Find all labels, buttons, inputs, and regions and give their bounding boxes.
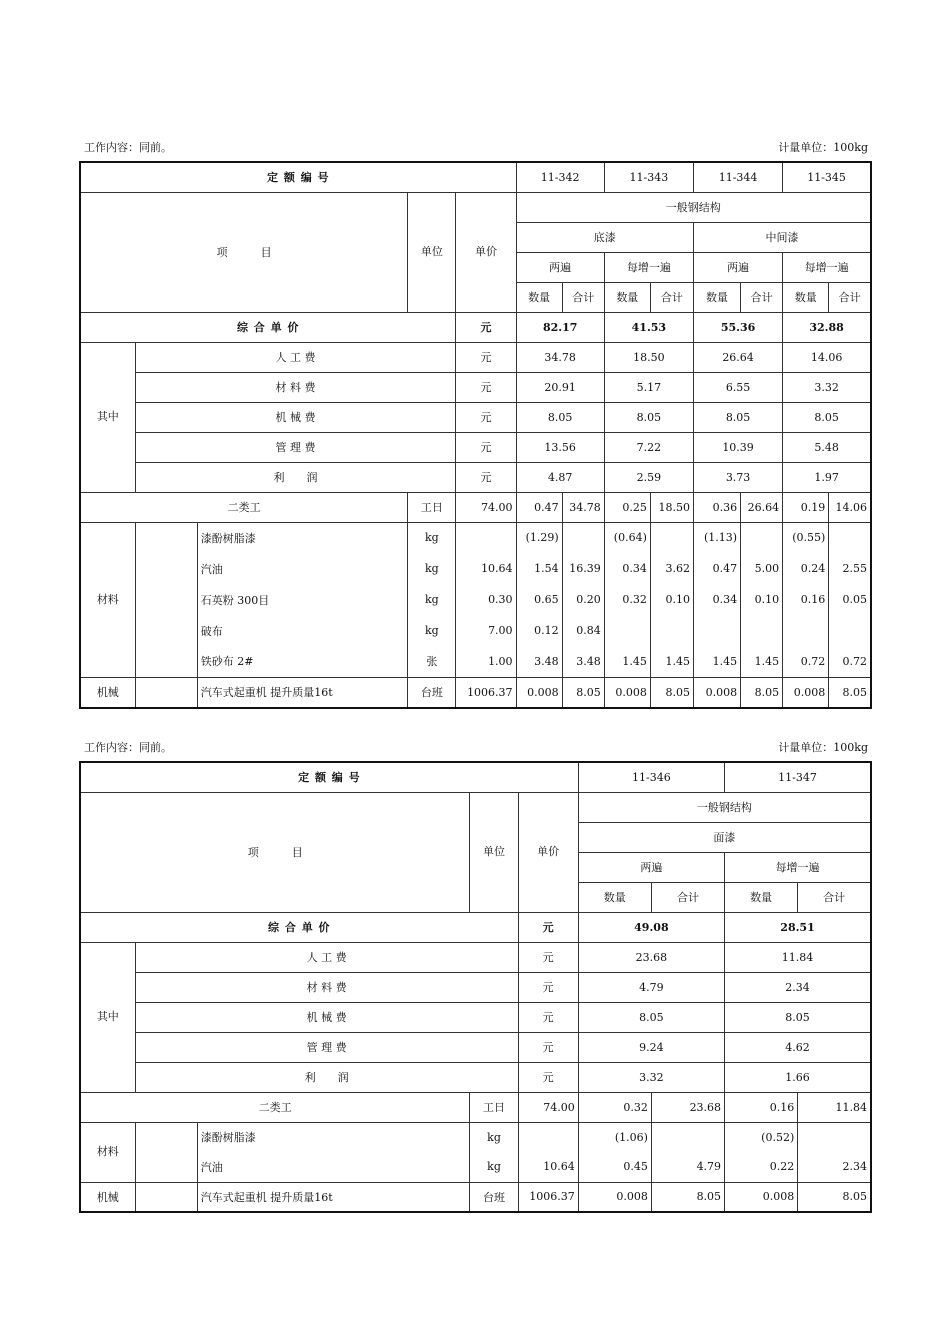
machine-sum: 8.05 [741, 677, 783, 708]
material-name: 汽油 [197, 553, 408, 584]
cost-value: 34.78 [516, 342, 604, 372]
material-sum: 16.39 [562, 553, 604, 584]
material-sum: 0.10 [650, 584, 693, 615]
cost-value: 5.48 [783, 432, 871, 462]
material-sum: 1.45 [650, 646, 693, 677]
quota-number-label: 定 额 编 号 [80, 762, 578, 792]
material-qty: 0.34 [604, 553, 650, 584]
material-sum: 0.10 [741, 584, 783, 615]
sum-header: 合计 [562, 282, 604, 312]
cost-unit: 元 [518, 1062, 578, 1092]
cost-unit: 元 [456, 342, 516, 372]
material-qty: 1.45 [604, 646, 650, 677]
unit-column-header: 单位 [408, 192, 456, 312]
cost-value: 3.32 [578, 1062, 724, 1092]
cost-value: 8.05 [693, 402, 782, 432]
material-sum: 0.05 [829, 584, 871, 615]
material-qty [604, 615, 650, 646]
cost-name: 利 润 [135, 462, 456, 492]
cost-value: 6.55 [693, 372, 782, 402]
quota-code: 11-342 [516, 162, 604, 192]
material-unit: kg [470, 1122, 518, 1152]
cost-unit: 元 [518, 972, 578, 1002]
material-qty: 0.65 [516, 584, 562, 615]
material-sum: 2.34 [798, 1152, 871, 1182]
cost-unit: 元 [518, 1002, 578, 1032]
labor-name: 二类工 [80, 1092, 470, 1122]
qty-header: 数量 [578, 882, 651, 912]
item-label: 项 目 [80, 192, 408, 312]
machine-qty: 0.008 [578, 1182, 651, 1212]
material-name: 石英粉 300目 [197, 584, 408, 615]
composite-value: 49.08 [578, 912, 724, 942]
labor-sum: 18.50 [650, 492, 693, 522]
material-qty: 0.22 [725, 1152, 798, 1182]
item-label: 项 目 [80, 792, 470, 912]
material-unit: kg [408, 584, 456, 615]
cost-value: 8.05 [578, 1002, 724, 1032]
measure-unit-2: 计量单位：100kg [778, 741, 868, 754]
material-unit: kg [408, 615, 456, 646]
group-header: 中间漆 [693, 222, 871, 252]
material-qty: 0.16 [783, 584, 829, 615]
composite-price-label: 综 合 单 价 [80, 312, 456, 342]
cost-unit: 元 [456, 432, 516, 462]
labor-unit: 工日 [470, 1092, 518, 1122]
sum-header: 合计 [829, 282, 871, 312]
machine-qty: 0.008 [516, 677, 562, 708]
cost-unit: 元 [456, 372, 516, 402]
material-name: 漆酚树脂漆 [197, 522, 408, 553]
subgroup-header: 两遍 [693, 252, 782, 282]
machine-sum: 8.05 [650, 677, 693, 708]
labor-sum: 11.84 [798, 1092, 871, 1122]
cost-value: 4.79 [578, 972, 724, 1002]
labor-unit: 工日 [408, 492, 456, 522]
material-unit: kg [408, 522, 456, 553]
material-qty: 3.48 [516, 646, 562, 677]
cost-name: 管 理 费 [135, 432, 456, 462]
work-content-2: 工作内容：同前。 [84, 741, 172, 754]
cost-value: 7.22 [604, 432, 693, 462]
machine-qty: 0.008 [725, 1182, 798, 1212]
machinery-spacer [135, 677, 197, 708]
labor-qty: 0.36 [693, 492, 740, 522]
machine-price: 1006.37 [456, 677, 516, 708]
cost-name: 利 润 [135, 1062, 518, 1092]
material-price: 0.30 [456, 584, 516, 615]
material-qty: (1.13) [693, 522, 740, 553]
cost-name: 材 料 费 [135, 972, 518, 1002]
material-sum [650, 522, 693, 553]
machine-qty: 0.008 [783, 677, 829, 708]
cost-name: 材 料 费 [135, 372, 456, 402]
cost-value: 8.05 [783, 402, 871, 432]
subgroup-header: 两遍 [516, 252, 604, 282]
material-qty: 0.45 [578, 1152, 651, 1182]
cost-value: 4.62 [725, 1032, 871, 1062]
machine-unit: 台班 [470, 1182, 518, 1212]
labor-price: 74.00 [518, 1092, 578, 1122]
subgroup-header: 每增一遍 [604, 252, 693, 282]
material-sum [562, 522, 604, 553]
sum-header: 合计 [651, 882, 724, 912]
cost-value: 14.06 [783, 342, 871, 372]
sum-header: 合计 [798, 882, 871, 912]
material-qty: 0.32 [604, 584, 650, 615]
material-qty: (1.06) [578, 1122, 651, 1152]
composite-value: 41.53 [604, 312, 693, 342]
labor-name: 二类工 [80, 492, 408, 522]
material-price: 10.64 [456, 553, 516, 584]
material-price: 10.64 [518, 1152, 578, 1182]
materials-label: 材料 [80, 1122, 135, 1182]
material-sum: 3.48 [562, 646, 604, 677]
material-qty: 0.72 [783, 646, 829, 677]
of-which-label: 其中 [80, 942, 135, 1092]
quota-code: 11-343 [604, 162, 693, 192]
quota-table-2 [79, 761, 872, 1213]
subgroup-header: 每增一遍 [725, 852, 871, 882]
qty-header: 数量 [725, 882, 798, 912]
material-name: 破布 [197, 615, 408, 646]
material-qty: 1.45 [693, 646, 740, 677]
labor-qty: 0.25 [604, 492, 650, 522]
sum-header: 合计 [650, 282, 693, 312]
cost-unit: 元 [456, 402, 516, 432]
material-qty: 0.47 [693, 553, 740, 584]
composite-unit: 元 [456, 312, 516, 342]
labor-sum: 34.78 [562, 492, 604, 522]
material-name: 铁砂布 2# [197, 646, 408, 677]
cost-value: 8.05 [516, 402, 604, 432]
material-price: 1.00 [456, 646, 516, 677]
labor-sum: 14.06 [829, 492, 871, 522]
cost-value: 26.64 [693, 342, 782, 372]
composite-value: 28.51 [725, 912, 871, 942]
machinery-label: 机械 [80, 1182, 135, 1212]
material-qty: (0.55) [783, 522, 829, 553]
cost-name: 人 工 费 [135, 342, 456, 372]
cost-value: 3.73 [693, 462, 782, 492]
qty-header: 数量 [693, 282, 740, 312]
subgroup-header: 每增一遍 [783, 252, 871, 282]
labor-sum: 26.64 [741, 492, 783, 522]
material-sum: 0.20 [562, 584, 604, 615]
price-column-header: 单价 [518, 792, 578, 912]
machine-qty: 0.008 [604, 677, 650, 708]
cost-name: 人 工 费 [135, 942, 518, 972]
machine-unit: 台班 [408, 677, 456, 708]
labor-price: 74.00 [456, 492, 516, 522]
cost-value: 20.91 [516, 372, 604, 402]
composite-value: 82.17 [516, 312, 604, 342]
cost-value: 10.39 [693, 432, 782, 462]
quota-code: 11-346 [578, 762, 724, 792]
labor-qty: 0.16 [725, 1092, 798, 1122]
material-name: 汽油 [197, 1152, 470, 1182]
structure-header: 一般钢结构 [516, 192, 871, 222]
cost-value: 1.66 [725, 1062, 871, 1092]
cost-name: 机 械 费 [135, 402, 456, 432]
cost-value: 23.68 [578, 942, 724, 972]
material-price [518, 1122, 578, 1152]
cost-name: 机 械 费 [135, 1002, 518, 1032]
material-qty: (0.64) [604, 522, 650, 553]
labor-qty: 0.32 [578, 1092, 651, 1122]
material-sum: 5.00 [741, 553, 783, 584]
material-sum: 1.45 [741, 646, 783, 677]
cost-value: 2.34 [725, 972, 871, 1002]
quota-code: 11-347 [725, 762, 871, 792]
qty-header: 数量 [604, 282, 650, 312]
material-name: 漆酚树脂漆 [197, 1122, 470, 1152]
machine-price: 1006.37 [518, 1182, 578, 1212]
cost-value: 3.32 [783, 372, 871, 402]
materials-spacer [135, 1122, 197, 1182]
labor-qty: 0.19 [783, 492, 829, 522]
material-price: 7.00 [456, 615, 516, 646]
material-sum: 4.79 [651, 1152, 724, 1182]
measure-unit-1: 计量单位：100kg [778, 141, 868, 154]
quota-code: 11-344 [693, 162, 782, 192]
price-column-header: 单价 [456, 192, 516, 312]
cost-unit: 元 [518, 1032, 578, 1062]
cost-value: 9.24 [578, 1032, 724, 1062]
composite-value: 55.36 [693, 312, 782, 342]
machinery-label: 机械 [80, 677, 135, 708]
cost-value: 13.56 [516, 432, 604, 462]
qty-header: 数量 [516, 282, 562, 312]
composite-unit: 元 [518, 912, 578, 942]
material-sum: 0.72 [829, 646, 871, 677]
machine-sum: 8.05 [798, 1182, 871, 1212]
material-qty: 0.12 [516, 615, 562, 646]
unit-column-header: 单位 [470, 792, 518, 912]
cost-unit: 元 [518, 942, 578, 972]
material-qty [693, 615, 740, 646]
composite-value: 32.88 [783, 312, 871, 342]
material-sum: 2.55 [829, 553, 871, 584]
material-qty: (1.29) [516, 522, 562, 553]
material-unit: kg [470, 1152, 518, 1182]
labor-sum: 23.68 [651, 1092, 724, 1122]
quota-code: 11-345 [783, 162, 871, 192]
work-content-1: 工作内容：同前。 [84, 141, 172, 154]
material-unit: kg [408, 553, 456, 584]
cost-value: 8.05 [604, 402, 693, 432]
quota-table-1 [79, 161, 872, 709]
material-qty: 0.34 [693, 584, 740, 615]
material-sum: 0.84 [562, 615, 604, 646]
machinery-spacer [135, 1182, 197, 1212]
sum-header: 合计 [741, 282, 783, 312]
material-qty [783, 615, 829, 646]
material-unit: 张 [408, 646, 456, 677]
cost-value: 4.87 [516, 462, 604, 492]
material-sum [741, 522, 783, 553]
machine-sum: 8.05 [651, 1182, 724, 1212]
qty-header: 数量 [783, 282, 829, 312]
materials-spacer [135, 522, 197, 677]
materials-label: 材料 [80, 522, 135, 677]
labor-qty: 0.47 [516, 492, 562, 522]
cost-value: 8.05 [725, 1002, 871, 1032]
cost-value: 18.50 [604, 342, 693, 372]
cost-unit: 元 [456, 462, 516, 492]
material-sum: 3.62 [650, 553, 693, 584]
structure-header: 一般钢结构 [578, 792, 871, 822]
material-sum [829, 522, 871, 553]
material-price [456, 522, 516, 553]
quota-number-label: 定 额 编 号 [80, 162, 516, 192]
cost-value: 2.59 [604, 462, 693, 492]
material-sum [651, 1122, 724, 1152]
cost-value: 1.97 [783, 462, 871, 492]
machine-sum: 8.05 [562, 677, 604, 708]
machine-name: 汽车式起重机 提升质量16t [197, 1182, 470, 1212]
group-header: 底漆 [516, 222, 693, 252]
subgroup-header: 两遍 [578, 852, 724, 882]
material-qty: 1.54 [516, 553, 562, 584]
material-qty: 0.24 [783, 553, 829, 584]
cost-value: 11.84 [725, 942, 871, 972]
machine-name: 汽车式起重机 提升质量16t [197, 677, 408, 708]
cost-name: 管 理 费 [135, 1032, 518, 1062]
cost-value: 5.17 [604, 372, 693, 402]
of-which-label: 其中 [80, 342, 135, 492]
material-sum [741, 615, 783, 646]
material-qty: (0.52) [725, 1122, 798, 1152]
material-sum [829, 615, 871, 646]
machine-qty: 0.008 [693, 677, 740, 708]
composite-price-label: 综 合 单 价 [80, 912, 518, 942]
material-sum [798, 1122, 871, 1152]
machine-sum: 8.05 [829, 677, 871, 708]
material-sum [650, 615, 693, 646]
group-header: 面漆 [578, 822, 871, 852]
